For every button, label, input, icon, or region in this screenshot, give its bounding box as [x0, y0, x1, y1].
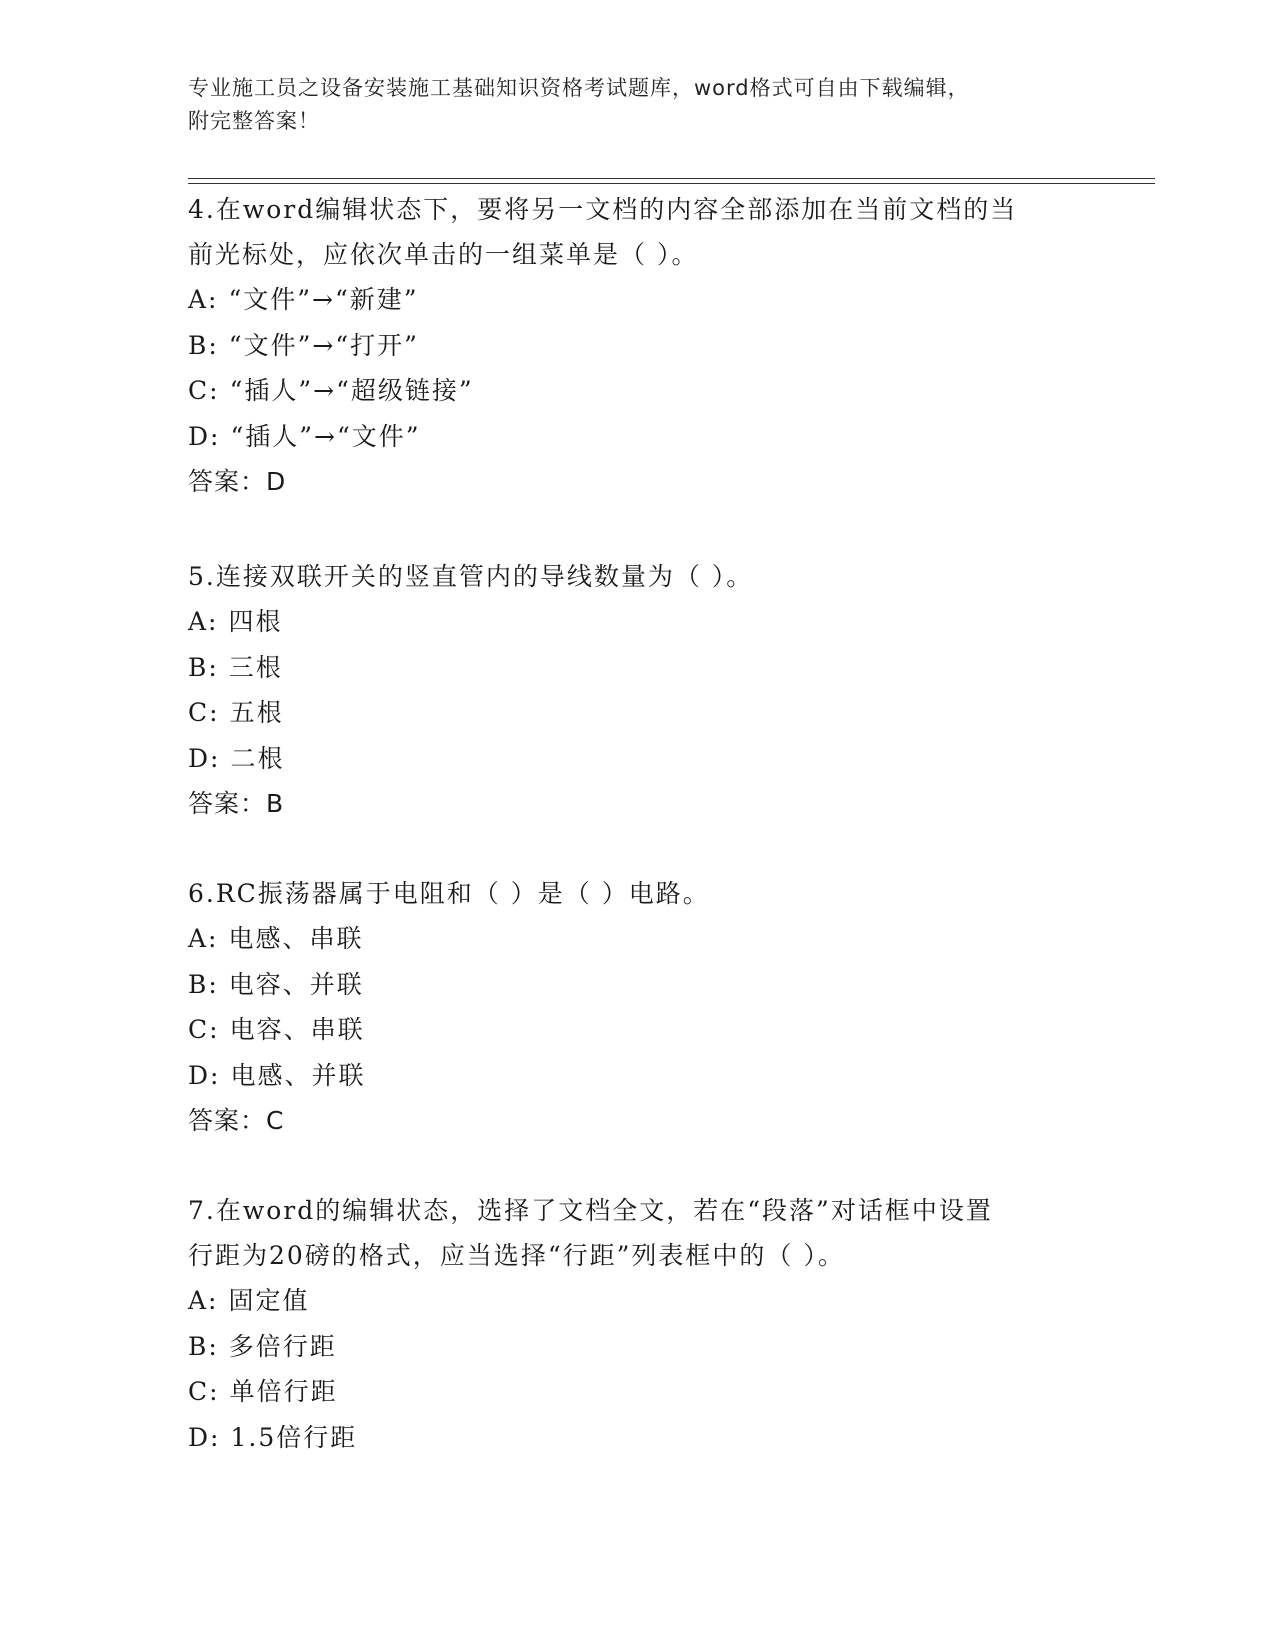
option-letter: A: — [188, 924, 219, 953]
option-text: “插人”→“文件” — [230, 421, 421, 451]
header-divider-top — [188, 178, 1155, 179]
option-letter: A: — [188, 285, 219, 314]
option-text: 固定值 — [228, 1286, 310, 1315]
question-7 — [188, 1188, 1088, 1460]
option-letter: D: — [188, 1060, 221, 1090]
option-text: 电容、并联 — [228, 969, 364, 999]
option-d — [188, 1053, 1088, 1099]
option-d — [188, 1415, 1088, 1461]
question-4 — [188, 187, 1088, 505]
option-text: 三根 — [228, 652, 283, 682]
option-text: 单倍行距 — [229, 1377, 338, 1406]
option-c — [188, 368, 1088, 414]
option-letter: D: — [188, 743, 221, 773]
answer-line: 答案：C — [188, 1106, 285, 1135]
option-d — [188, 414, 1088, 460]
option-c — [188, 690, 1088, 736]
option-text: 电容、串联 — [229, 1015, 365, 1044]
option-b — [188, 962, 1088, 1008]
option-letter: B: — [188, 1331, 219, 1361]
answer-line: 答案：B — [188, 789, 285, 818]
option-letter: A: — [188, 1286, 219, 1315]
option-text: 四根 — [228, 607, 283, 636]
option-d — [188, 736, 1088, 782]
option-letter: C: — [188, 1377, 220, 1406]
option-text: “插人”→“超级链接” — [229, 376, 474, 405]
question-stem-line-1: 5.连接双联开关的竖直管内的导线数量为（ ）。 — [188, 562, 754, 591]
option-text: 电感、串联 — [228, 924, 364, 953]
question-stem-line-1: 7.在word的编辑状态，选择了文档全文，若在“段落”对话框中设置 — [188, 1196, 993, 1225]
option-letter: B: — [188, 330, 219, 360]
option-b — [188, 1324, 1088, 1370]
option-text: 二根 — [230, 743, 285, 773]
header-line-1: 专业施工员之设备安装施工基础知识资格考试题库，word格式可自由下载编辑， — [188, 76, 970, 100]
option-text: 多倍行距 — [228, 1331, 337, 1361]
option-text: 电感、并联 — [230, 1060, 366, 1090]
question-stem-line-1: 6.RC振荡器属于电阻和（ ）是（ ）电路。 — [188, 879, 710, 908]
option-text: 五根 — [229, 698, 284, 727]
option-letter: C: — [188, 698, 220, 727]
question-stem-line-2: 前光标处，应依次单击的一组菜单是（ ）。 — [188, 240, 699, 269]
option-text: “文件”→“新建” — [228, 285, 419, 314]
option-c — [188, 1369, 1088, 1415]
option-b — [188, 323, 1088, 369]
option-letter: D: — [188, 1422, 221, 1452]
option-c — [188, 1007, 1088, 1053]
document-header — [188, 72, 1068, 138]
option-a — [188, 916, 1088, 962]
option-letter: B: — [188, 969, 219, 999]
option-letter: B: — [188, 652, 219, 682]
option-letter: A: — [188, 607, 219, 636]
header-divider-bottom — [188, 183, 1155, 184]
option-text: “文件”→“打开” — [228, 330, 419, 360]
answer-line: 答案：D — [188, 467, 287, 496]
question-6 — [188, 871, 1088, 1144]
option-a — [188, 1278, 1088, 1324]
option-a — [188, 599, 1088, 645]
option-letter: C: — [188, 376, 220, 405]
option-b — [188, 645, 1088, 691]
option-letter: D: — [188, 421, 221, 451]
option-letter: C: — [188, 1015, 220, 1044]
option-a — [188, 277, 1088, 323]
option-text: 1.5倍行距 — [230, 1422, 358, 1452]
question-stem-line-1: 4.在word编辑状态下，要将另一文档的内容全部添加在当前文档的当 — [188, 195, 1018, 224]
question-stem-line-2: 行距为20磅的格式，应当选择“行距”列表框中的（ ）。 — [188, 1241, 845, 1270]
question-5 — [188, 554, 1088, 827]
header-line-2: 附完整答案！ — [188, 109, 320, 133]
